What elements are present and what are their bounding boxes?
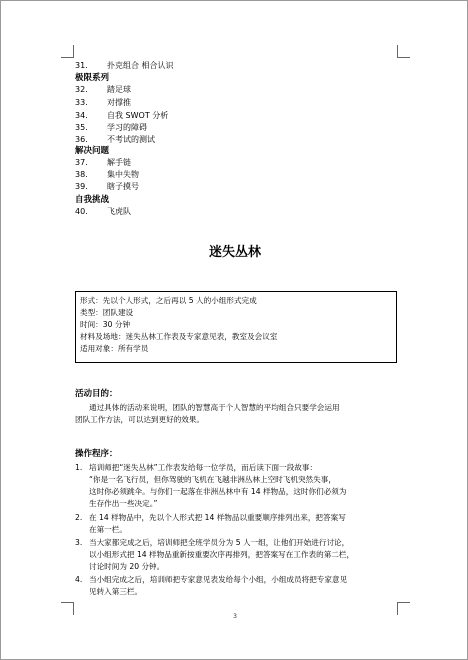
list-number: 40. (75, 207, 88, 216)
step-line: 培训师把“迷失丛林”工作表发给每一位学员，而后读下面一段故事： (89, 463, 318, 472)
info-audience: 适用对象：所有学员 (80, 344, 149, 353)
step-line: 在第一栏。 (89, 525, 127, 534)
step-number: 3. (75, 538, 83, 547)
info-time: 时间：30 分钟 (80, 320, 131, 329)
step-number: 2. (75, 513, 83, 522)
crop-mark-top-right (397, 45, 410, 58)
step-line: 见转入第三栏。 (89, 587, 143, 596)
list-number: 32. (75, 85, 88, 94)
step-line: 当大家都完成之后，培训师把全班学员分为 5 人一组，让他们开始进行讨论， (89, 538, 350, 547)
list-number: 34. (75, 111, 88, 120)
info-materials: 材料及场地：迷失丛林工作表及专家意见表，教室及会议室 (80, 332, 278, 341)
step-number: 1. (75, 463, 83, 472)
section-heading: 解决问题 (75, 146, 110, 156)
list-number: 31. (75, 61, 88, 70)
purpose-line: 团队工作方法，可以达到更好的效果。 (75, 415, 205, 424)
step-line: 在 14 样物品中，先以个人形式把 14 样物品以重要顺序排列出来，把答案写 (89, 513, 346, 522)
step-line: 以小组形式把 14 样物品重新按重要次序再排列，把答案写在工作表的第二栏， (89, 550, 355, 559)
info-type: 类型：团队建设 (80, 308, 134, 317)
section-heading: 极限系列 (75, 73, 110, 83)
list-item: 对撑推 (107, 98, 131, 107)
step-line: 生存作出一些决定。” (89, 499, 158, 508)
list-number: 39. (75, 182, 88, 191)
page-title: 迷失丛林 (208, 245, 261, 260)
list-item: 瞎子摸号 (107, 182, 139, 191)
step-line: 这时你必须跳伞。与你们一起落在非洲丛林中有 14 样物品，这时你们必须为 (89, 487, 347, 496)
purpose-heading: 活动目的： (75, 389, 118, 399)
info-form: 形式：先以个人形式，之后再以 5 人的小组形式完成 (80, 296, 257, 305)
list-item: 不考试的测试 (107, 135, 155, 144)
list-item: 飞虎队 (107, 207, 131, 216)
page-number: 3 (233, 613, 237, 620)
step-line: “你是一名飞行员，但你驾驶的飞机在飞越非洲丛林上空时飞机突然失事， (89, 475, 336, 484)
list-item: 解手链 (107, 158, 131, 167)
procedure-heading: 操作程序： (75, 449, 118, 459)
list-item: 自我 SWOT 分析 (107, 111, 169, 120)
crop-mark-top-left (61, 45, 74, 58)
list-item: 集中失物 (107, 170, 139, 179)
list-number: 35. (75, 123, 88, 132)
list-item: 踏足球 (107, 85, 131, 94)
list-number: 38. (75, 170, 88, 179)
step-line: 讨论时间为 20 分钟。 (89, 562, 165, 571)
list-item: 扑克组合 相合认识 (107, 61, 174, 70)
list-number: 36. (75, 135, 88, 144)
purpose-line: 通过具体的活动来说明，团队的智慧高于个人智慧的平均组合只要学会运用 (89, 403, 340, 412)
section-heading: 自我挑战 (75, 195, 110, 205)
activity-info-box (75, 291, 397, 363)
step-line: 当小组完成之后，培训师把专家意见表发给每个小组，小组成员将把专家意见 (89, 575, 348, 584)
list-number: 33. (75, 98, 88, 107)
list-number: 37. (75, 158, 88, 167)
step-number: 4. (75, 575, 83, 584)
list-item: 学习的障碍 (107, 123, 147, 132)
